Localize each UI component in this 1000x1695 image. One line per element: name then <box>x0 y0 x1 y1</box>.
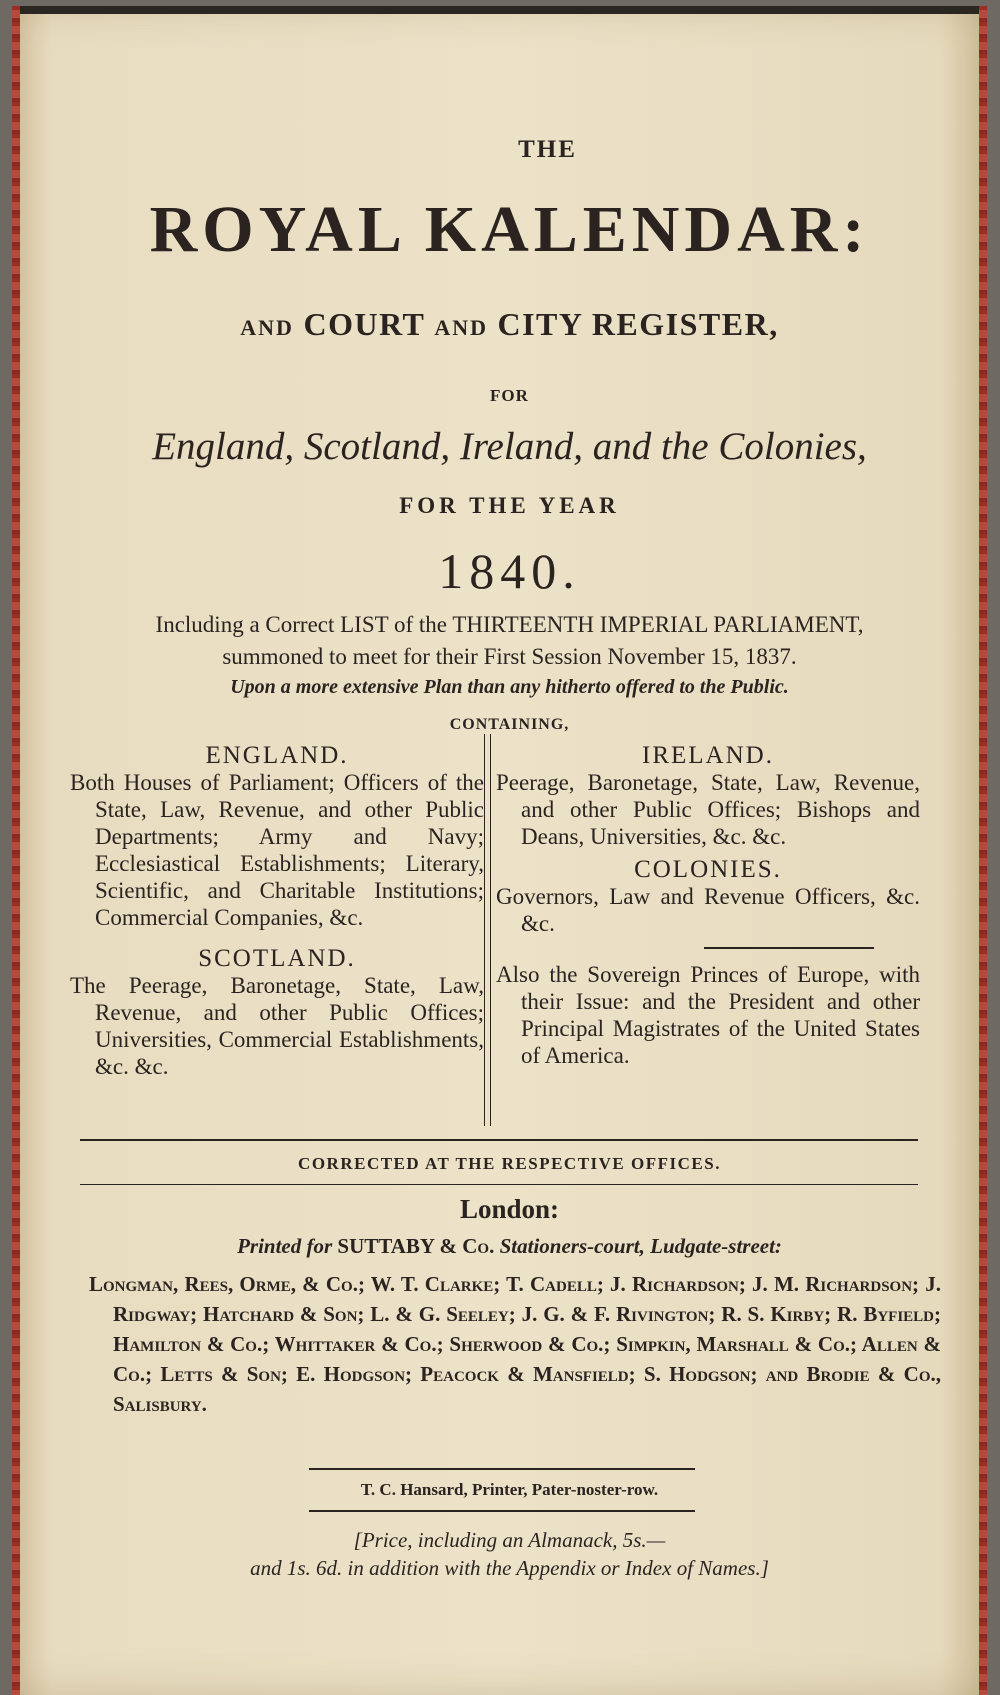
title-page <box>12 6 987 1695</box>
price-line-2: and 1s. 6d. in addition with the Appendix or Index of Names.] <box>250 1556 769 1580</box>
main-title: ROYAL KALENDAR: <box>149 193 870 266</box>
containing-label: CONTAINING, <box>449 716 570 733</box>
for-label: FOR <box>490 386 529 405</box>
corrected-line: CORRECTED AT THE RESPECTIVE OFFICES. <box>298 1154 721 1173</box>
subtitle <box>22 306 997 343</box>
for-the-year: FOR THE YEAR <box>399 493 620 518</box>
page-edge-left <box>12 6 20 1695</box>
subtitle-and-2: AND <box>434 315 488 340</box>
plan-line: Upon a more extensive Plan than any hitherto offered to the Public. <box>230 676 789 698</box>
short-divider <box>704 947 874 949</box>
rule-below-corrected <box>80 1184 918 1185</box>
london-heading: London: <box>459 1194 560 1224</box>
subtitle-court: COURT <box>303 306 425 342</box>
rule-above-printer <box>309 1468 695 1470</box>
colonies-text: Governors, Law and Revenue Officers, &c. &c. <box>496 884 920 936</box>
including-line-2: summoned to meet for their First Session November 15, 1837. <box>222 644 797 669</box>
sovereigns-text: Also the Sovereign Princes of Europe, with their Issue: and the President and other Principal Magistrates of the United States of America. <box>496 962 920 1068</box>
column-divider <box>484 734 491 1126</box>
scotland-heading: SCOTLAND. <box>198 945 356 972</box>
contents-right-column <box>496 742 920 1069</box>
rule-above-corrected <box>80 1139 918 1141</box>
ireland-text: Peerage, Baronetage, State, Law, Revenue, and other Public Offices; Bishops and Deans, Universities, &c. &c. <box>496 770 920 849</box>
ireland-heading: IRELAND. <box>642 742 774 769</box>
printed-for-name: SUTTABY & Co. <box>337 1234 495 1258</box>
printed-for-address: Stationers-court, Ludgate-street: <box>499 1234 782 1258</box>
printed-for-prefix: Printed for <box>237 1234 333 1258</box>
printed-for-line <box>22 1234 997 1259</box>
publishers-list: Longman, Rees, Orme, & Co.; W. T. Clarke; T. Cadell; J. Richardson; J. M. Richardson; J. Ridgway; Hatchard & Son; L. & G. Seeley; J. G. & F. Rivington; R. S. Kirby; R. Byfield; Hamilton & Co.; Whittaker & Co.; Sherwood & Co.; Simpkin, Marshall & Co.; Allen & Co.; Letts & Son; E. Hodgson; Peacock & Mansfield; S. Hodgson; and Brodie & Co., Salisbury. <box>89 1272 941 1416</box>
colonies-heading: COLONIES. <box>634 856 782 883</box>
scotland-text: The Peerage, Baronetage, State, Law, Revenue, and other Public Offices; Universities, Commercial Establishments, &c. &c. <box>70 973 484 1079</box>
contents-left-column <box>70 742 484 1080</box>
england-heading: ENGLAND. <box>205 742 349 769</box>
including-line-1: Including a Correct LIST of the THIRTEENTH IMPERIAL PARLIAMENT, <box>155 612 864 637</box>
subtitle-and-1: AND <box>240 315 294 340</box>
subtitle-city-register: CITY REGISTER, <box>497 306 779 342</box>
rule-below-printer <box>309 1510 695 1512</box>
year: 1840. <box>438 543 581 599</box>
countries-line: England, Scotland, Ireland, and the Colonies, <box>152 425 867 468</box>
england-text: Both Houses of Parliament; Officers of the State, Law, Revenue, and other Public Departments; Army and Navy; Ecclesiastical Establishments; Literary, Scientific, and Charitable Institutions; Commercial Companies, &c. <box>70 770 484 930</box>
the-heading: THE <box>518 136 577 163</box>
price-line-1: [Price, including an Almanack, 5s.— <box>353 1528 666 1552</box>
printer-line: T. C. Hansard, Printer, Pater-noster-row. <box>360 1480 659 1499</box>
